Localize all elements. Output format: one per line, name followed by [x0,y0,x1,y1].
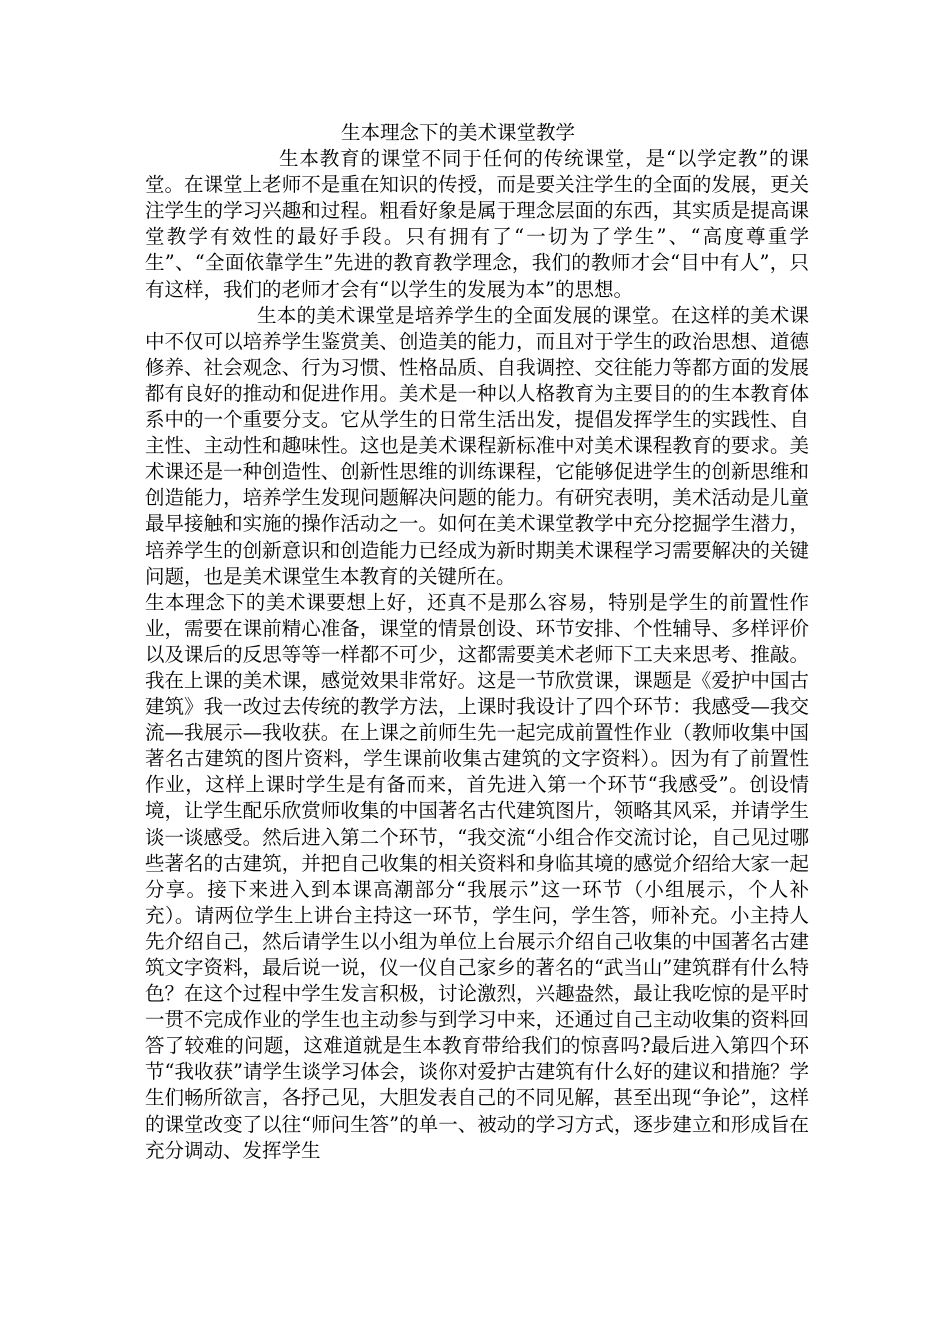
document-body [145,120,809,1164]
paragraph-2: 生本的美术课堂是培养学生的全面发展的课堂。在这样的美术课中不仅可以培养学生鉴赏美、创造美的能力，而且对于学生的政治思想、道德修养、社会观念、行为习惯、性格品质、自我调控、交往能力等都方面的发展都有良好的推动和促进作用。美术是一种以人格教育为主要目的的生本教育体系中的一个重要分支。它从学生的日常生活出发，提倡发挥学生的实践性、自主性、主动性和趣味性。这也是美术课程新标准中对美术课程教育的要求。美术课还是一种创造性、创新性思维的训练课程，它能够促进学生的创新思维和创造能力，培养学生发现问题解决问题的能力。有研究表明，美术活动是儿童最早接触和实施的操作活动之一。如何在美术课堂教学中充分挖掘学生潜力，培养学生的创新意识和创造能力已经成为新时期美术课程学习需要解决的关键问题，也是美术课堂生本教育的关键所在。 [145,303,809,588]
paragraph-1: 生本教育的课堂不同于任何的传统课堂，是“以学定教”的课堂。在课堂上老师不是重在知识的传授，而是要关注学生的全面的发展，更关注学生的学习兴趣和过程。粗看好象是属于理念层面的东西，其实质是提高课堂教学有效性的最好手段。只有拥有了“一切为了学生”、“高度尊重学生”、“全面依靠学生”先进的教育教学理念，我们的教师才会“目中有人”，只有这样，我们的老师才会有“以学生的发展为本”的思想。 [145,147,809,301]
document-title: 生本理念下的美术课堂教学 [341,121,576,144]
paragraph-3: 生本理念下的美术课要想上好，还真不是那么容易，特别是学生的前置性作业，需要在课前精心准备，课堂的情景创设、环节安排、个性辅导、多样评价以及课后的反思等等一样都不可少，这都需要美术老师下工夫来思考、推敲。我在上课的美术课，感觉效果非常好。这是一节欣赏课，课题是《爱护中国古建筑》我一改过去传统的教学方法，上课时我设计了四个环节：我感受—我交流—我展示—我收获。在上课之前师生先一起完成前置性作业（教师收集中国著名古建筑的图片资料，学生课前收集古建筑的文字资料）。因为有了前置性作业，这样上课时学生是有备而来，首先进入第一个环节“我感受”。创设情境，让学生配乐欣赏师收集的中国著名古代建筑图片，领略其风采，并请学生谈一谈感受。然后进入第二个环节，“我交流“小组合作交流讨论，自己见过哪些著名的古建筑，并把自己收集的相关资料和身临其境的感觉介绍给大家一起分享。接下来进入到本课高潮部分“我展示”这一环节（小组展示，个人补充）。请两位学生上讲台主持这一环节，学生问，学生答，师补充。小主持人先介绍自己，然后请学生以小组为单位上台展示介绍自己收集的中国著名古建筑文字资料，最后说一说，仪一仪自己家乡的著名的“武当山”建筑群有什么特色？在这个过程中学生发言积极，讨论激烈，兴趣盎然，最让我吃惊的是平时一贯不完成作业的学生也主动参与到学习中来，还通过自己主动收集的资料回答了较难的问题，这难道就是生本教育带给我们的惊喜吗?最后进入第四个环节“我收获”请学生谈学习体会，谈你对爱护古建筑有什么好的建议和措施？学生们畅所欲言，各抒己见，大胆发表自己的不同见解，甚至出现“争论”，这样的课堂改变了以往“师问生答”的单一、被动的学习方式，逐步建立和形成旨在充分调动、发挥学生 [145,590,809,1162]
